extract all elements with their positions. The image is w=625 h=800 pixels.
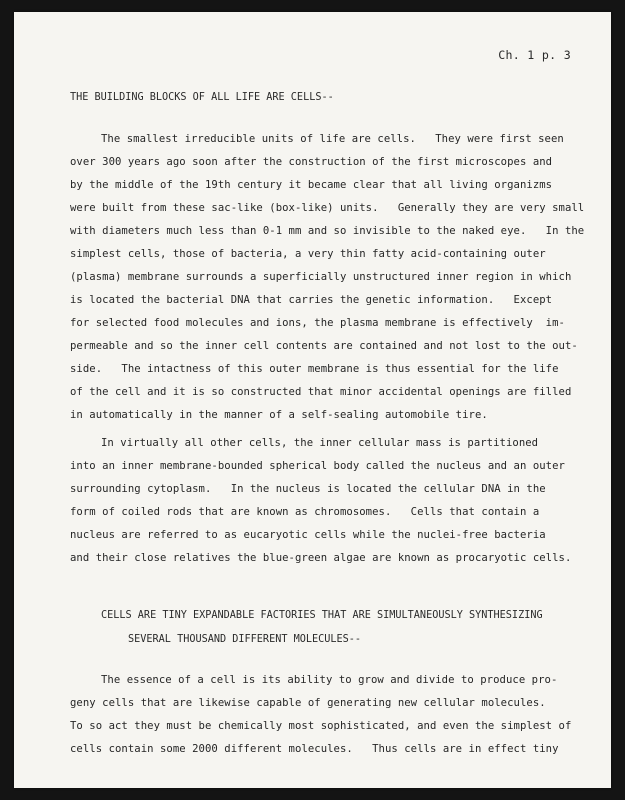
paragraph-1-line: were built from these sac-like (box-like) units. Generally they are very small	[70, 202, 585, 214]
paragraph-1-line: is located the bacterial DNA that carries the genetic information. Except	[70, 294, 553, 306]
section-heading-2-line: CELLS ARE TINY EXPANDABLE FACTORIES THAT ARE SIMULTANEOUSLY SYNTHESIZING	[101, 610, 543, 621]
paragraph-1-line: of the cell and it is so constructed that minor accidental openings are filled	[70, 386, 572, 398]
paragraph-1-line: in automatically in the manner of a self-sealing automobile tire.	[70, 409, 488, 421]
paragraph-2-line: nucleus are referred to as eucaryotic cells while the nuclei-free bacteria	[70, 529, 546, 541]
paragraph-3-line: The essence of a cell is its ability to grow and divide to produce pro-	[101, 674, 558, 686]
paragraph-1-line: over 300 years ago soon after the construction of the first microscopes and	[70, 156, 553, 168]
section-heading: THE BUILDING BLOCKS OF ALL LIFE ARE CELLS--	[70, 92, 334, 103]
paragraph-3-line: cells contain some 2000 different molecules. Thus cells are in effect tiny	[70, 743, 559, 755]
paragraph-1-line: The smallest irreducible units of life are cells. They were first seen	[101, 133, 564, 145]
paragraph-3-line: To so act they must be chemically most sophisticated, and even the simplest of	[70, 720, 572, 732]
paragraph-1-line: simplest cells, those of bacteria, a very thin fatty acid-containing outer	[70, 248, 546, 260]
paragraph-1-line: by the middle of the 19th century it became clear that all living organizms	[70, 179, 553, 191]
paragraph-2-line: form of coiled rods that are known as chromosomes. Cells that contain a	[70, 506, 540, 518]
paragraph-1-line: with diameters much less than 0-1 mm and so invisible to the naked eye. In the	[70, 225, 585, 237]
paragraph-2-line: surrounding cytoplasm. In the nucleus is located the cellular DNA in the	[70, 483, 546, 495]
paragraph-2-line: and their close relatives the blue-green algae are known as procaryotic cells.	[70, 552, 572, 564]
paragraph-1-line: (plasma) membrane surrounds a superficially unstructured inner region in which	[70, 271, 572, 283]
typewritten-page	[14, 12, 611, 788]
paragraph-1-line: permeable and so the inner cell contents are contained and not lost to the out-	[70, 340, 578, 352]
paragraph-1-line: for selected food molecules and ions, the plasma membrane is effectively im-	[70, 317, 565, 329]
page-reference: Ch. 1 p. 3	[498, 48, 571, 62]
paragraph-1-line: side. The intactness of this outer membrane is thus essential for the life	[70, 363, 559, 375]
paragraph-3-line: geny cells that are likewise capable of generating new cellular molecules.	[70, 697, 546, 709]
paragraph-2-line: into an inner membrane-bounded spherical body called the nucleus and an outer	[70, 460, 565, 472]
paragraph-2-line: In virtually all other cells, the inner cellular mass is partitioned	[101, 437, 539, 449]
section-heading-2-line: SEVERAL THOUSAND DIFFERENT MOLECULES--	[128, 634, 362, 645]
